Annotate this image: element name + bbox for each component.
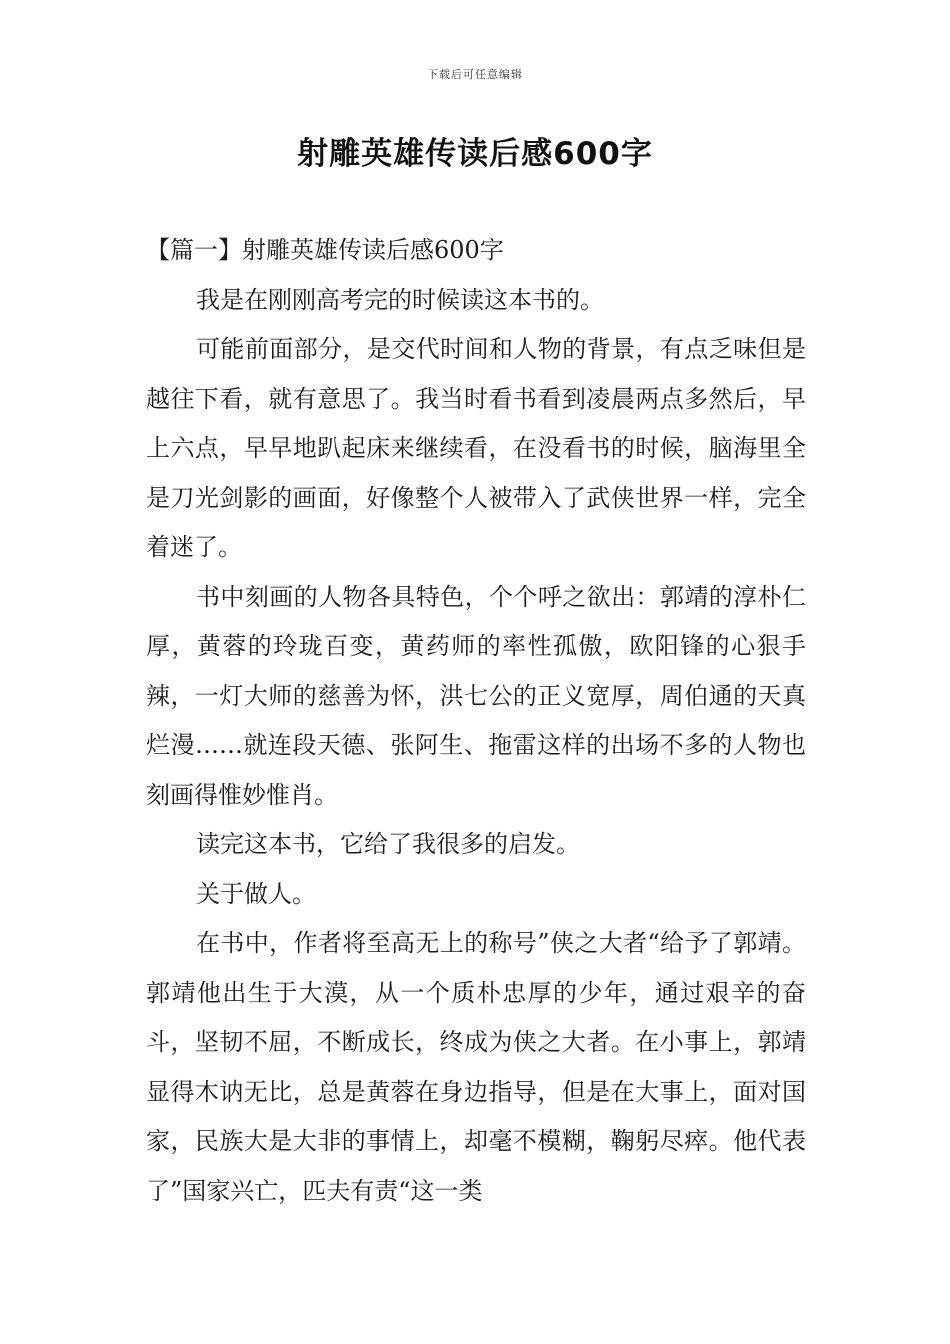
header-note: 下载后可任意编辑	[427, 68, 523, 81]
paragraph-6: 在书中，作者将至高无上的称号”侠之大者“给予了郭靖。郭靖他出生于大漠，从一个质朴忠厚的少年，通过艰辛的奋斗，坚韧不屈，不断成长，终成为侠之大者。在小事上，郭靖显得木讷无比，总是黄蓉在身边指导，但是在大事上，面对国家，民族大是大非的事情上，却毫不模糊，鞠躬尽瘁。他代表了”国家兴亡，匹夫有责“这一类	[146, 929, 806, 1205]
paragraph-3: 书中刻画的人物各具特色，个个呼之欲出：郭靖的淳朴仁厚，黄蓉的玲珑百变，黄药师的率性孤傲，欧阳锋的心狠手辣，一灯大师的慈善为怀，洪七公的正义宽厚，周伯通的天真烂漫……就连段天德、张阿生、拖雷这样的出场不多的人物也刻画得惟妙惟肖。	[146, 582, 806, 809]
paragraph-4: 读完这本书，它给了我很多的启发。	[196, 830, 580, 858]
section-heading: 【篇一】射雕英雄传读后感600字	[146, 236, 504, 264]
paragraph-2: 可能前面部分，是交代时间和人物的背景，有点乏味但是越往下看，就有意思了。我当时看书看到凌晨两点多然后，早上六点，早早地趴起床来继续看，在没看书的时候，脑海里全是刀光剑影的画面，好像整个人被带入了武侠世界一样，完全着迷了。	[146, 335, 806, 561]
paragraph-5: 关于做人。	[196, 879, 316, 908]
paragraph-1: 我是在刚刚高考完的时候读这本书的。	[196, 285, 604, 314]
document-body	[146, 226, 806, 1216]
document-title: 射雕英雄传读后感600字	[297, 136, 653, 172]
